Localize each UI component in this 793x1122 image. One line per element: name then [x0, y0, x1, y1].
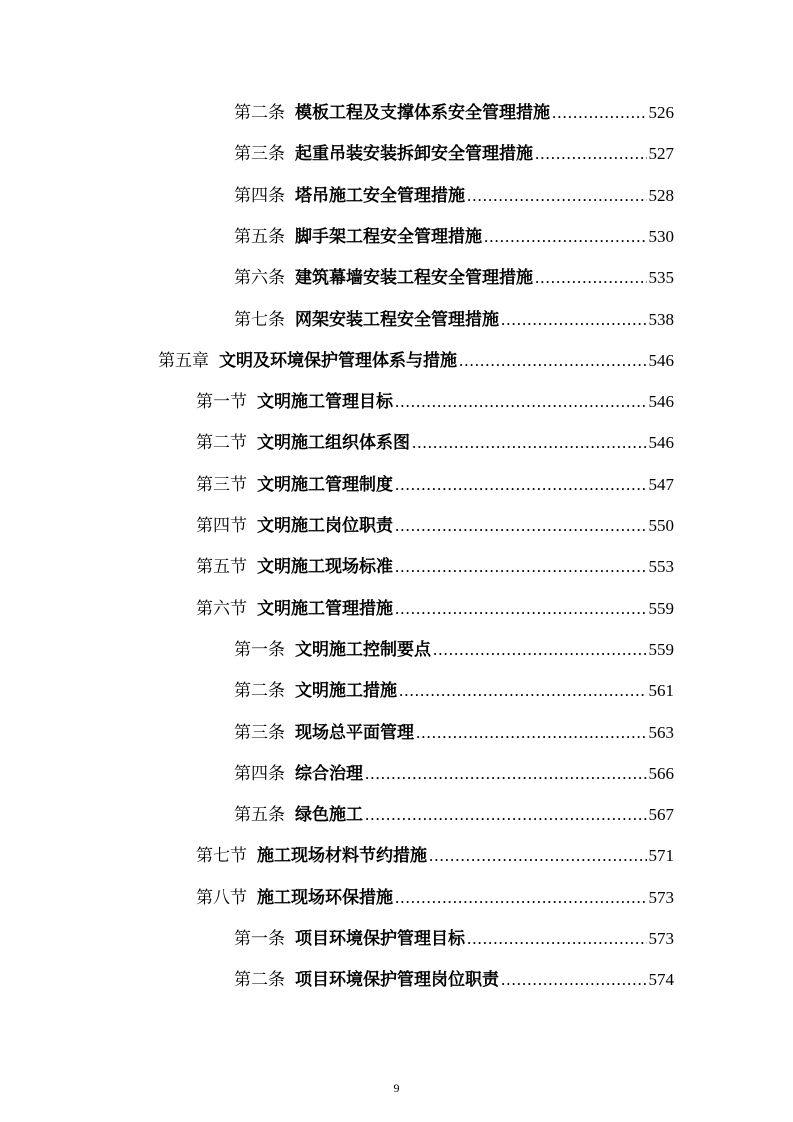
toc-entry-page: 535 — [648, 268, 674, 288]
toc-entry-title: 施工现场环保措施 — [257, 887, 393, 908]
dot-leader — [395, 556, 647, 578]
toc-entry-number: 第八节 — [196, 887, 247, 908]
toc-entry[interactable] — [196, 839, 674, 867]
toc-entry[interactable] — [234, 303, 674, 331]
dot-leader — [429, 845, 647, 867]
dot-leader — [484, 226, 647, 248]
toc-entry-page: 550 — [648, 516, 674, 535]
toc-entry-title: 文明施工控制要点 — [295, 639, 431, 660]
toc-entry[interactable] — [158, 344, 674, 372]
toc-entry[interactable] — [234, 798, 674, 826]
toc-entry-title: 模板工程及支撑体系安全管理措施 — [295, 103, 550, 123]
toc-entry-page: 573 — [648, 887, 674, 907]
toc-entry-number: 第二节 — [196, 433, 247, 454]
toc-entry-page: 528 — [648, 185, 674, 205]
toc-entry-title: 现场总平面管理 — [295, 722, 414, 743]
dot-leader — [395, 598, 647, 620]
toc-entry-number: 第七条 — [234, 309, 285, 330]
dot-leader — [399, 680, 647, 702]
toc-entry-page: 574 — [648, 970, 674, 990]
toc-entry-number: 第一节 — [196, 392, 247, 413]
toc-entry-page: 566 — [648, 763, 674, 783]
dot-leader — [395, 391, 647, 413]
dot-leader — [467, 185, 647, 207]
toc-entry-page: 567 — [648, 805, 674, 825]
toc-entry-page: 559 — [648, 639, 674, 659]
toc-entry-title: 项目环境保护管理目标 — [295, 929, 465, 949]
toc-entry-page: 530 — [648, 226, 674, 246]
dot-leader — [365, 763, 647, 785]
toc-entry-page: 546 — [648, 350, 674, 370]
toc-entry-number: 第三条 — [234, 722, 285, 743]
toc-entry-number: 第三节 — [196, 474, 247, 495]
dot-leader — [501, 969, 647, 991]
toc-entry-title: 脚手架工程安全管理措施 — [295, 226, 482, 247]
toc-entry[interactable] — [196, 592, 674, 620]
toc-entry-number: 第六条 — [234, 268, 285, 289]
dot-leader — [467, 928, 647, 950]
dot-leader — [395, 474, 647, 496]
toc-entry-title: 文明施工组织体系图 — [257, 433, 410, 454]
toc-entry-page: 573 — [648, 929, 674, 948]
toc-entry[interactable] — [196, 468, 674, 496]
toc-entry-title: 绿色施工 — [295, 805, 363, 826]
dot-leader — [365, 804, 647, 826]
toc-entry[interactable] — [234, 137, 674, 165]
toc-entry-page: 546 — [648, 392, 674, 412]
toc-entry-number: 第七节 — [196, 846, 247, 867]
toc-entry-page: 559 — [648, 598, 674, 618]
dot-leader — [552, 102, 647, 124]
toc-entry[interactable] — [234, 96, 674, 124]
toc-entry-title: 文明施工岗位职责 — [257, 516, 393, 536]
toc-entry[interactable] — [234, 922, 674, 950]
toc-entry-title: 起重吊装安装拆卸安全管理措施 — [295, 144, 533, 165]
toc-entry-number: 第二条 — [234, 970, 285, 991]
page-number: 9 — [393, 1081, 400, 1095]
toc-entry-number: 第六节 — [196, 598, 247, 619]
toc-entry-title: 施工现场材料节约措施 — [257, 846, 427, 867]
toc-entry[interactable] — [234, 674, 674, 702]
toc-entry[interactable] — [234, 716, 674, 744]
toc-entry-number: 第二条 — [234, 681, 285, 702]
toc-entry-number: 第四条 — [234, 763, 285, 784]
toc-entry-page: 571 — [648, 846, 674, 866]
toc-entry[interactable] — [234, 179, 674, 207]
toc-entry-number: 第四条 — [234, 185, 285, 206]
toc-entry-page: 527 — [648, 144, 674, 164]
toc-entry-title: 综合治理 — [295, 763, 363, 784]
toc-entry-title: 文明施工现场标准 — [257, 557, 393, 578]
toc-entry-title: 文明施工管理制度 — [257, 474, 393, 495]
dot-leader — [433, 639, 647, 661]
dot-leader — [412, 432, 647, 454]
toc-entry-title: 文明施工管理措施 — [257, 598, 393, 619]
dot-leader — [395, 515, 647, 537]
toc-entry-number: 第五章 — [158, 350, 209, 371]
toc-entry-page: 546 — [648, 433, 674, 453]
toc-entry[interactable] — [234, 963, 674, 991]
toc-entry-page: 563 — [648, 722, 674, 742]
dot-leader — [501, 309, 647, 331]
toc-entry-title: 文明施工措施 — [295, 681, 397, 702]
toc-entry[interactable] — [196, 385, 674, 413]
dot-leader — [395, 887, 647, 909]
toc-entry[interactable] — [234, 220, 674, 248]
toc-entry[interactable] — [234, 261, 674, 289]
toc-entry[interactable] — [196, 550, 674, 578]
toc-entry[interactable] — [196, 509, 674, 537]
toc-entry-title: 建筑幕墙安装工程安全管理措施 — [295, 268, 533, 289]
toc-entry-page: 553 — [648, 557, 674, 577]
toc-entry-page: 538 — [648, 309, 674, 329]
toc-entry-page: 526 — [648, 103, 674, 122]
toc-entry-number: 第四节 — [196, 516, 247, 536]
toc-entry-title: 网架安装工程安全管理措施 — [295, 309, 499, 330]
toc-entry-page: 547 — [648, 474, 674, 494]
toc-entry-number: 第五条 — [234, 805, 285, 826]
toc-entry-number: 第一条 — [234, 639, 285, 660]
toc-entry-title: 文明施工管理目标 — [257, 392, 393, 413]
toc-entry[interactable] — [234, 757, 674, 785]
dot-leader — [535, 267, 647, 289]
toc-entry-number: 第一条 — [234, 929, 285, 949]
dot-leader — [416, 722, 647, 744]
toc-entry[interactable] — [234, 633, 674, 661]
toc-entry[interactable] — [196, 426, 674, 454]
dot-leader — [535, 143, 647, 165]
toc-entry-number: 第五节 — [196, 557, 247, 578]
toc-entry[interactable] — [196, 881, 674, 909]
toc-entry-title: 文明及环境保护管理体系与措施 — [219, 350, 457, 371]
toc-entry-number: 第五条 — [234, 226, 285, 247]
dot-leader — [459, 350, 647, 372]
toc-entry-title: 项目环境保护管理岗位职责 — [295, 970, 499, 991]
toc-entry-number: 第三条 — [234, 144, 285, 165]
toc-entry-page: 561 — [648, 681, 674, 701]
toc-entry-number: 第二条 — [234, 103, 285, 123]
toc-entry-title: 塔吊施工安全管理措施 — [295, 185, 465, 206]
